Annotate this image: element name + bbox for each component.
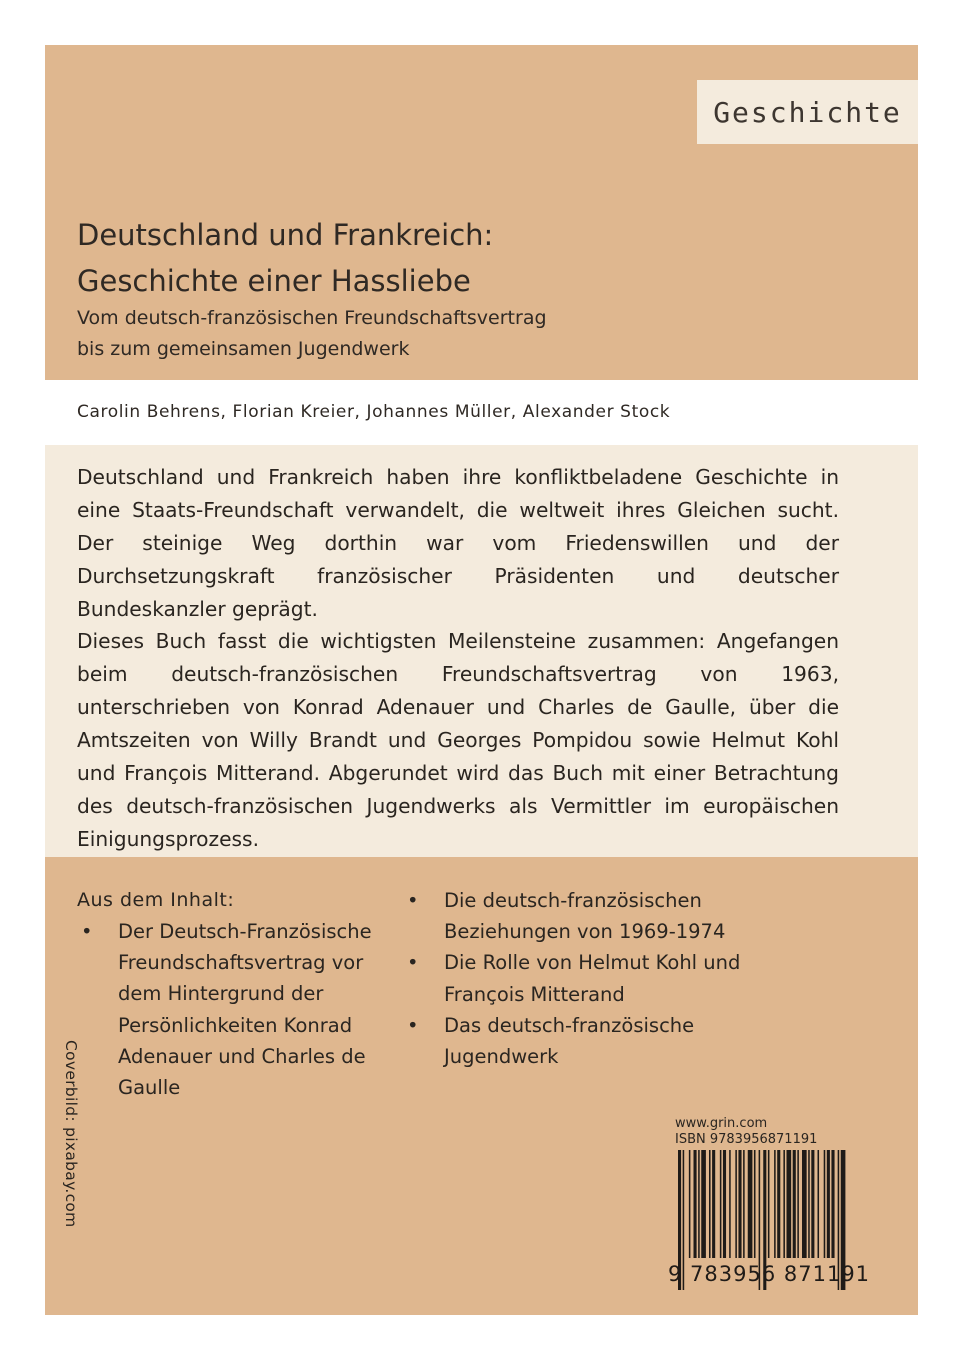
bullet-icon: • [81, 920, 93, 943]
barcode-bar [729, 1150, 731, 1258]
publisher-url: www.grin.com [675, 1116, 768, 1131]
barcode-bar [827, 1150, 830, 1258]
book-title [77, 212, 493, 304]
book-subtitle-line-2: bis zum gemeinsamen Jugendwerk [77, 338, 410, 360]
barcode-bar [738, 1150, 741, 1258]
barcode-digits: 9 783956 871191 [668, 1262, 871, 1286]
blurb-paragraph-1: Deutschland und Frankreich haben ihre konfliktbeladene Geschichte in eine Staats-Freundschaft verwandelt, die weltweit ihres Gleichen sucht. Der steinige Weg dorthin war vom Friedenswillen und der Durchsetzungskraft französischer Präsidenten und deutscher Bundeskanzler geprägt. [77, 465, 839, 621]
book-subtitle [77, 303, 547, 365]
contents-list-right [403, 885, 743, 1072]
barcode-bar [831, 1150, 834, 1258]
publisher-info [675, 1116, 817, 1148]
book-title-line-2: Geschichte einer Hassliebe [77, 264, 471, 298]
bullet-icon: • [407, 951, 419, 975]
isbn-label: ISBN 9783956871191 [675, 1132, 818, 1147]
barcode-bar [824, 1150, 826, 1258]
contents-heading: Aus dem Inhalt: [77, 889, 235, 911]
barcode-bar [723, 1150, 726, 1258]
list-item-text: Die Rolle von Helmut Kohl und François Mitterand [444, 951, 741, 1006]
barcode-bar [743, 1150, 745, 1258]
barcode-bar [787, 1150, 792, 1258]
list-item-text: Das deutsch-französische Jugendwerk [444, 1013, 695, 1069]
barcode-bar [694, 1150, 697, 1258]
barcode-bar [808, 1150, 810, 1258]
book-title-line-1: Deutschland und Frankreich: [77, 218, 494, 252]
barcode-bar [783, 1150, 785, 1258]
barcode-bar [754, 1150, 756, 1258]
barcode-bar [748, 1150, 753, 1258]
list-item [403, 885, 743, 947]
barcode-bar [811, 1150, 814, 1258]
contents-list-left [77, 916, 397, 1103]
cover-image-credit: Coverbild: pixabay.com [62, 1040, 80, 1228]
barcode-bar [793, 1150, 796, 1258]
list-item-text: Die deutsch-französischen Beziehungen von 1969-1974 [444, 889, 726, 944]
barcode-bar [774, 1150, 776, 1258]
barcode-bar [818, 1150, 820, 1258]
list-item [77, 916, 397, 1103]
category-label-box [697, 80, 918, 144]
list-item-text: Der Deutsch-Französische Freundschaftsvertrag vor dem Hintergrund der Persönlichkeiten Konrad Adenauer und Charles de Gaulle [118, 920, 372, 1100]
barcode-bar [709, 1150, 711, 1258]
category-label: Geschichte [713, 95, 902, 129]
barcode-bar [802, 1150, 807, 1258]
barcode-bar [777, 1150, 780, 1258]
list-item [403, 1010, 743, 1072]
bullet-icon: • [407, 1013, 419, 1037]
barcode-bar [735, 1150, 737, 1258]
barcode-bar [712, 1150, 715, 1258]
barcode-bar [768, 1150, 770, 1258]
bullet-icon: • [407, 889, 419, 912]
barcode-bar [701, 1150, 706, 1258]
barcode-bar [689, 1150, 691, 1258]
barcode-bar [797, 1150, 799, 1258]
list-item [403, 947, 743, 1009]
authors: Carolin Behrens, Florian Kreier, Johannes Müller, Alexander Stock [77, 402, 671, 422]
book-subtitle-line-1: Vom deutsch-französischen Freundschaftsvertrag [77, 307, 547, 329]
blurb-paragraph-2: Dieses Buch fasst die wichtigsten Meilensteine zusammen: Angefangen beim deutsch-französischen Freundschaftsvertrag von 1963, unterschrieben von Konrad Adenauer und Charles de Gaulle, über die Amtszeiten von Willy Brandt und Georges Pompidou sowie Helmut Kohl und François Mitterand. Abgerundet wird das Buch mit einer Betrachtung des deutsch-französischen Jugendwerks als Vermittler im europäischen Einigungsprozess. [77, 629, 839, 851]
barcode-bar [720, 1150, 722, 1258]
barcode-bar [698, 1150, 700, 1258]
